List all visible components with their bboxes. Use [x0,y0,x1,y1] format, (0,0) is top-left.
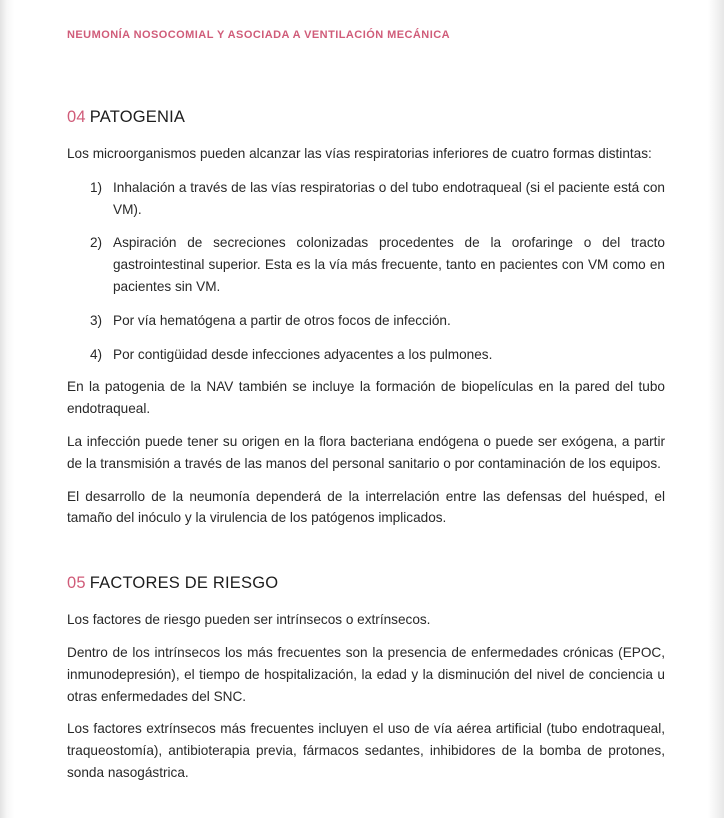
paragraph: El desarrollo de la neumonía dependerá de la interrelación entre las defensas del huésped, el tamaño del inóculo y la virulencia de los patógenos implicados. [67,488,665,526]
section-title: PATOGENIA [89,108,186,126]
list-item-text: Aspiración de secreciones colonizadas procedentes de la orofaringe o del tracto gastrointestinal superior. Esta es la vía más frecuente, tanto en pacientes con VM como en pacientes sin VM. [113,235,665,294]
section-title: FACTORES DE RIESGO [89,574,279,593]
list-item-marker: 2) [90,235,103,251]
list-item [90,310,665,332]
paragraph: Los factores extrínsecos más frecuentes incluyen el uso de vía aérea artificial (tubo endotraqueal, traqueostomía), antibioterapia previa, fármacos sedantes, inhibidores de la bomba de protones, sonda nasogástrica. [67,721,665,780]
section-number: 05 [67,574,86,593]
section-number: 04 [67,108,86,126]
list-item-text: Por contigüidad desde infecciones adyacentes a los pulmones. [113,346,493,362]
list-item-marker: 3) [90,312,103,328]
paragraph: En la patogenia de la NAV también se incluye la formación de biopelículas en la pared del tubo endotraqueal. [67,379,665,417]
running-header: NEUMONÍA NOSOCOMIAL Y ASOCIADA A VENTILACIÓN MECÁNICA [67,29,450,41]
list-item [90,232,665,297]
paragraph: Los factores de riesgo pueden ser intrínsecos o extrínsecos. [67,612,431,628]
paragraph: La infección puede tener su origen en la flora bacteriana endógena o puede ser exógena, a partir de la transmisión a través de las manos del personal sanitario o por contaminación de los equipos. [67,433,665,471]
list-item-text: Por vía hematógena a partir de otros focos de infección. [113,312,451,328]
list-item [90,177,665,221]
list-item [90,344,665,366]
list-item-marker: 4) [90,346,103,362]
paragraph-intro: Los microorganismos pueden alcanzar las vías respiratorias inferiores de cuatro formas distintas: [67,146,652,161]
list-item-text: Inhalación a través de las vías respiratorias o del tubo endotraqueal (si el paciente está con VM). [113,179,665,217]
section-heading-patogenia [67,107,665,127]
list-item-marker: 1) [90,179,103,195]
section-factores-de-riesgo [67,573,665,784]
paragraph: Dentro de los intrínsecos los más frecuentes son la presencia de enfermedades crónicas (EPOC, inmunodepresión), el tiempo de hospitalización, la edad y la disminución del nivel de conciencia u otras enfermedades del SNC. [67,644,665,704]
numbered-list [67,177,665,366]
section-patogenia [67,107,665,529]
section-heading-factores [67,573,665,593]
